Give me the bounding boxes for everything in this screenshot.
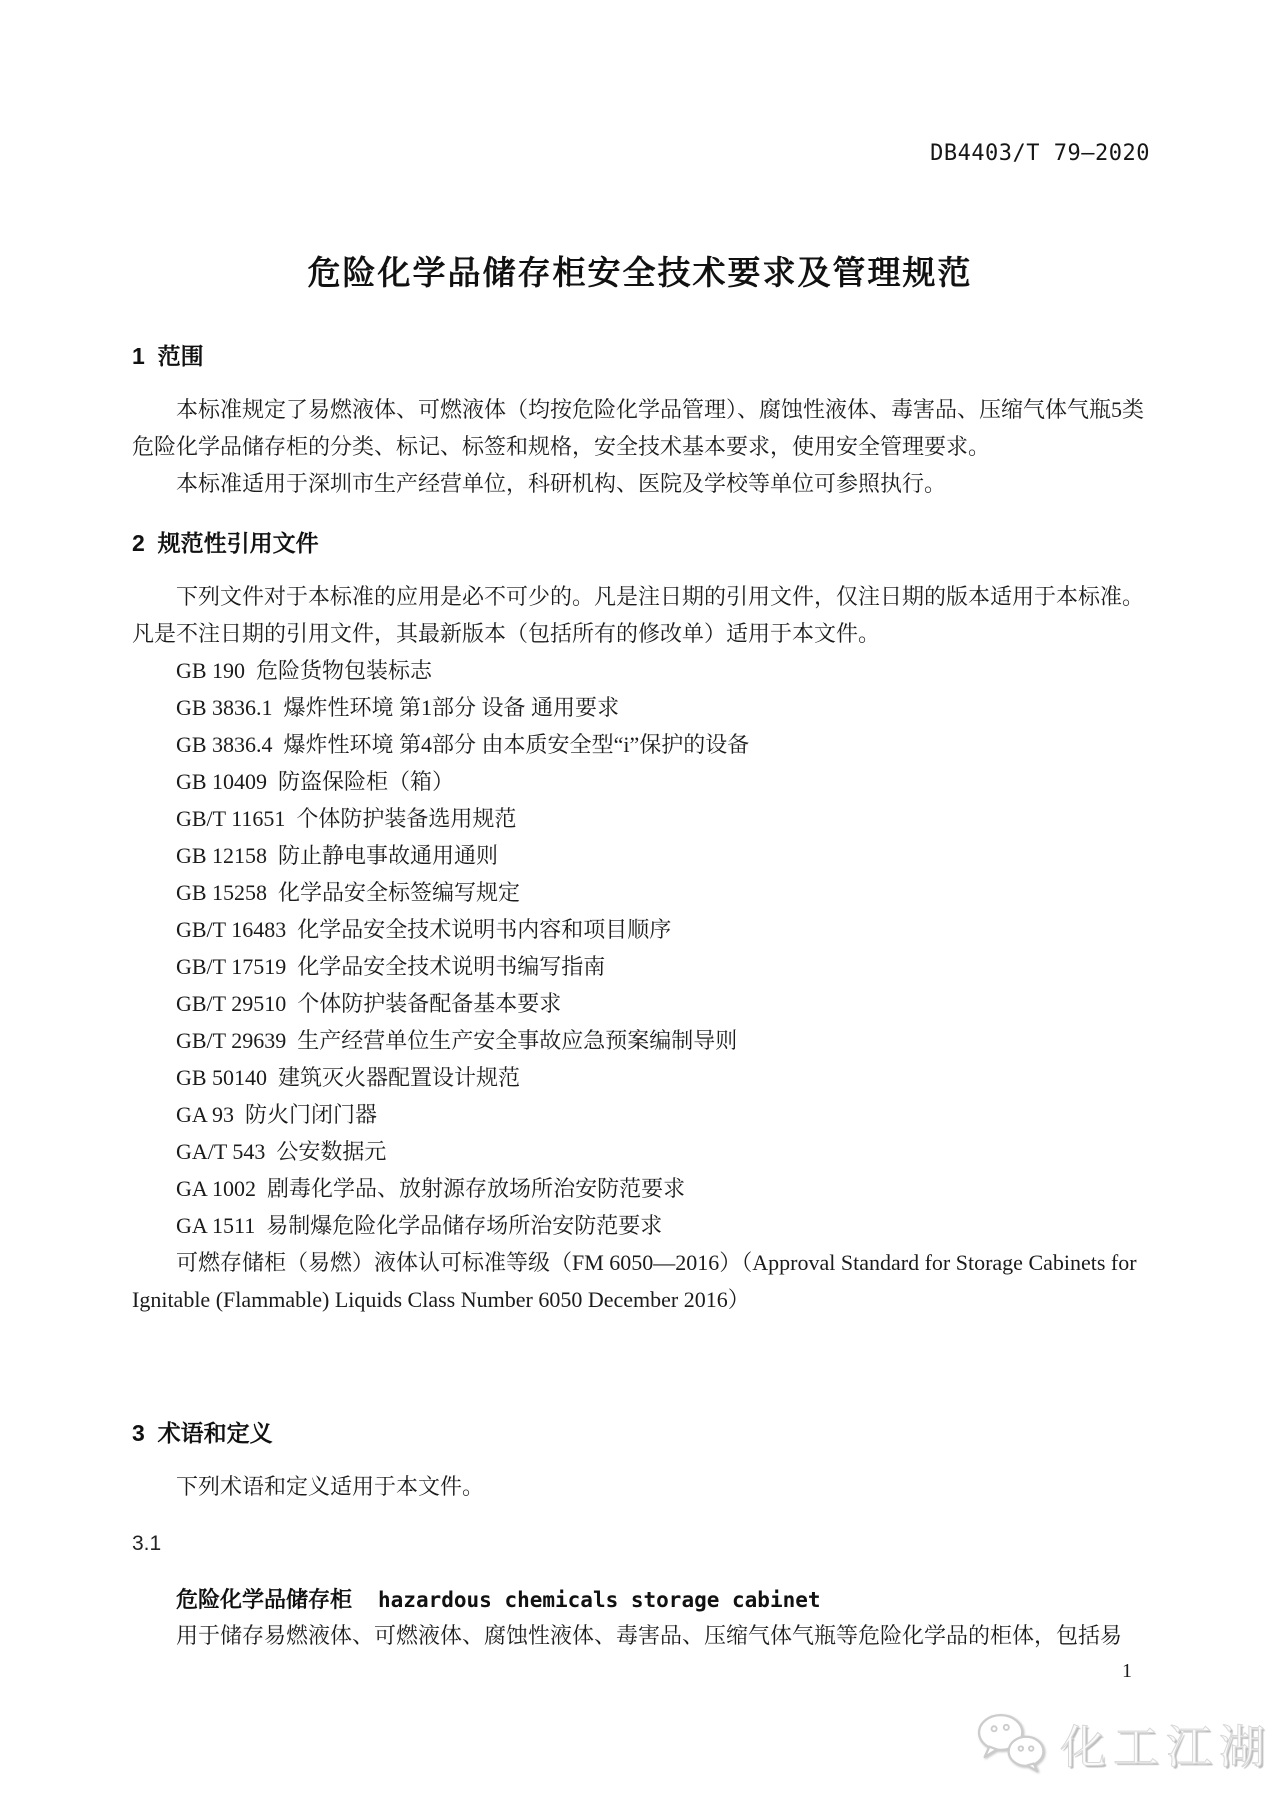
- section-heading-references: 2 规范性引用文件: [132, 530, 319, 556]
- reference-item: GB 50140 建筑灭火器配置设计规范: [176, 1065, 521, 1090]
- reference-item: GB 3836.4 爆炸性环境 第4部分 由本质安全型“i”保护的设备: [176, 732, 750, 757]
- term-number: 3.1: [132, 1532, 162, 1555]
- reference-item: GA 93 防火门闭门器: [176, 1102, 378, 1127]
- reference-item: GB 10409 防盗保险柜（箱）: [176, 769, 455, 794]
- reference-item: GA/T 543 公安数据元: [176, 1139, 387, 1164]
- section-terms-definitions: [132, 1418, 1150, 1654]
- reference-item: GA 1511 易制爆危险化学品储存场所治安防范要求: [176, 1213, 663, 1238]
- scope-paragraph-1: 本标准规定了易燃液体、可燃液体（均按危险化学品管理）、腐蚀性液体、毒害品、压缩气体气瓶5类危险化学品储存柜的分类、标记、标签和规格，安全技术基本要求，使用安全管理要求。: [132, 397, 1145, 459]
- reference-item: GB 190 危险货物包装标志: [176, 658, 433, 683]
- terms-intro: 下列术语和定义适用于本文件。: [176, 1474, 485, 1499]
- reference-item: GA 1002 剧毒化学品、放射源存放场所治安防范要求: [176, 1176, 686, 1201]
- reference-item: GB/T 16483 化学品安全技术说明书内容和项目顺序: [176, 917, 672, 942]
- reference-item: GB 15258 化学品安全标签编写规定: [176, 880, 521, 905]
- references-intro: 下列文件对于本标准的应用是必不可少的。凡是注日期的引用文件，仅注日期的版本适用于本标准。凡是不注日期的引用文件，其最新版本（包括所有的修改单）适用于本文件。: [132, 584, 1145, 646]
- term-title-line: [132, 1585, 1150, 1615]
- term-chinese: 危险化学品储存柜: [176, 1587, 353, 1612]
- watermark: [974, 1710, 1272, 1777]
- reference-item: GB/T 29639 生产经营单位生产安全事故应急预案编制导则: [176, 1028, 738, 1053]
- term-definition: 用于储存易燃液体、可燃液体、腐蚀性液体、毒害品、压缩气体气瓶等危险化学品的柜体，包括易: [176, 1623, 1123, 1648]
- reference-item-fm: 可燃存储柜（易燃）液体认可标准等级（FM 6050—2016）（Approval Standard for Storage Cabinets for Ignitable (Flammable) Liquids Class Number 6050 December 2016）: [132, 1250, 1143, 1312]
- document-title: 危险化学品储存柜安全技术要求及管理规范: [307, 254, 973, 291]
- section-heading-terms: 3 术语和定义: [132, 1420, 273, 1446]
- term-english: hazardous chemicals storage cabinet: [378, 1588, 821, 1612]
- reference-item: GB/T 17519 化学品安全技术说明书编写指南: [176, 954, 606, 979]
- reference-list: [132, 652, 1150, 1244]
- section-heading-scope: 1 范围: [132, 343, 204, 369]
- wechat-icon: [974, 1710, 1048, 1777]
- reference-item: GB 12158 防止静电事故通用通则: [176, 843, 499, 868]
- section-scope: [132, 341, 1150, 502]
- reference-item: GB/T 29510 个体防护装备配备基本要求: [176, 991, 562, 1016]
- reference-item: GB 3836.1 爆炸性环境 第1部分 设备 通用要求: [176, 695, 620, 720]
- doc-code: DB4403/T 79—2020: [930, 141, 1150, 166]
- document-body: [132, 341, 1150, 1654]
- scope-paragraph-2: 本标准适用于深圳市生产经营单位，科研机构、医院及学校等单位可参照执行。: [176, 471, 947, 496]
- section-normative-references: [132, 528, 1150, 1318]
- reference-item: GB/T 11651 个体防护装备选用规范: [176, 806, 517, 831]
- watermark-label: 化工江湖: [1060, 1720, 1272, 1773]
- page-number: 1: [1122, 1660, 1132, 1682]
